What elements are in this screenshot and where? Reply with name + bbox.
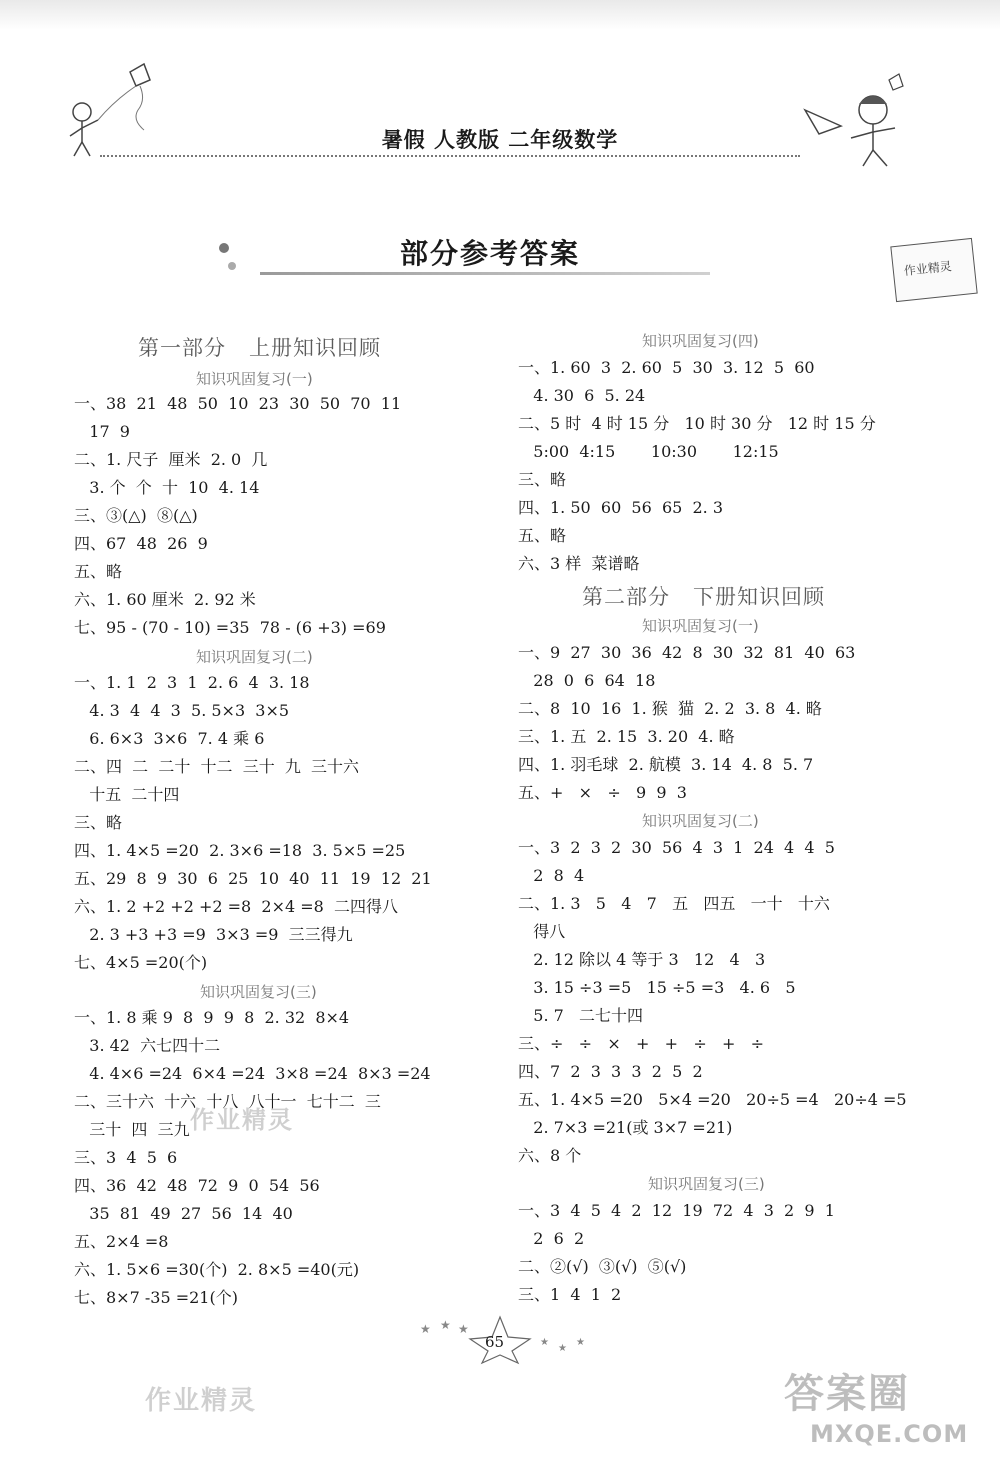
answer-line: 4. 30 6 5. 24 [518,386,646,405]
stamp-text: 作业精灵 [903,259,953,279]
svg-text:★: ★ [540,1337,549,1348]
answer-line: 2. 7×3 =21(或 3×7 =21) [518,1118,733,1137]
answer-line: 得八 [518,922,566,941]
subsection-title: 知识巩固复习(三) [200,983,317,1001]
answer-line: 2 8 4 [518,866,585,885]
answer-line: 二、1. 尺子 厘米 2. 0 几 [74,450,268,469]
watermark-faint: 作业精灵 [190,1106,294,1134]
answer-line: 五、29 8 9 30 6 25 10 40 11 19 12 21 [74,869,432,888]
banner-rule [260,272,710,275]
answer-line: 四、67 48 26 9 [74,534,208,553]
answer-line: 28 0 6 64 18 [518,671,656,690]
answer-line: 七、95 - (70 - 10) =35 78 - (6 +3) =69 [74,618,386,637]
section-title-part2: 第二部分 下册知识回顾 [582,585,826,609]
answer-line: 一、3 2 3 2 30 56 4 3 1 24 4 4 5 [518,838,835,857]
subsection-title: 知识巩固复习(三) [648,1175,765,1193]
answer-line: 5:00 4:15 10:30 12:15 [518,442,779,461]
answer-circle-logo [780,1360,990,1460]
subsection-title: 知识巩固复习(二) [196,648,313,666]
answer-line: 六、3 样 菜谱略 [518,554,640,573]
answer-line: 2 6 2 [518,1229,585,1248]
answer-line: 三、3 4 5 6 [74,1148,178,1167]
answer-line: 六、1. 60 厘米 2. 92 米 [74,590,256,609]
answer-line: 一、1. 60 3 2. 60 5 30 3. 12 5 60 [518,358,815,377]
svg-text:★: ★ [558,1343,567,1354]
answer-line: 二、三十六 十六 十八 八十一 七十二 三 [74,1092,381,1111]
page-number-decoration [400,1315,600,1365]
subsection-title: 知识巩固复习(一) [196,370,313,388]
answer-line: 35 81 49 27 56 14 40 [74,1204,293,1223]
answer-line: 四、1. 4×5 =20 2. 3×6 =18 3. 5×5 =25 [74,841,406,860]
subsection-title: 知识巩固复习(一) [642,617,759,635]
answer-line: 一、1. 8 乘 9 8 9 9 8 2. 32 8×4 [74,1008,350,1027]
answer-line: 3. 个 个 十 10 4. 14 [74,478,260,497]
logo-text: 答案圈 [784,1371,910,1417]
answer-line: 四、1. 羽毛球 2. 航模 3. 14 4. 8 5. 7 [518,755,814,774]
answers-title: 部分参考答案 [400,237,581,270]
answer-line: 2. 12 除以 4 等于 3 12 4 3 [518,950,766,969]
answer-line: 三、1 4 1 2 [518,1285,622,1304]
answer-line: 四、7 2 3 3 3 2 5 2 [518,1062,703,1081]
answer-line: 六、1. 5×6 =30(个) 2. 8×5 =40(元) [74,1260,360,1279]
answer-line: 二、②(√) ③(√) ⑤(√) [518,1257,687,1276]
answer-line: 三、略 [518,470,567,489]
answer-line: 六、8 个 [518,1146,582,1165]
svg-text:★: ★ [458,1322,469,1336]
section-title-part1: 第一部分 上册知识回顾 [138,336,382,360]
answer-line: 6. 6×3 3×6 7. 4 乘 6 [74,729,265,748]
answer-line: 二、8 10 16 1. 猴 猫 2. 2 3. 8 4. 略 [518,699,822,718]
answer-line: 一、1. 1 2 3 1 2. 6 4 3. 18 [74,673,310,692]
answer-line: 二、5 时 4 时 15 分 10 时 30 分 12 时 15 分 [518,414,876,433]
answers-banner [200,210,720,290]
kite-kid-illustration-icon [60,60,170,160]
answer-line: 一、9 27 30 36 42 8 30 32 81 40 63 [518,643,856,662]
crescent-moon-icon [212,220,292,280]
answer-line: 七、8×7 -35 =21(个) [74,1288,238,1307]
boy-airplane-illustration-icon [795,70,915,170]
answer-line: 五、1. 4×5 =20 5×4 =20 20÷5 =4 20÷4 =5 [518,1090,907,1109]
answer-line: 四、1. 50 60 56 65 2. 3 [518,498,724,517]
answer-line: 六、1. 2 +2 +2 +2 =8 2×4 =8 二四得八 [74,897,399,916]
svg-text:★: ★ [576,1337,585,1348]
answer-line: 三、③(△) ⑧(△) [74,506,198,525]
answer-line: 一、38 21 48 50 10 23 30 50 70 11 [74,394,402,413]
answer-line: 3. 15 ÷3 =5 15 ÷5 =3 4. 6 5 [518,978,796,997]
answer-line: 五、略 [518,526,567,545]
answer-line: 四、36 42 48 72 9 0 54 56 [74,1176,320,1195]
answer-line: 2. 3 +3 +3 =9 3×3 =9 三三得九 [74,925,353,944]
answer-line: 十五 二十四 [74,785,180,804]
answer-line: 五、略 [74,562,123,581]
answer-line: 五、+ × ÷ 9 9 3 [518,783,687,802]
answer-line: 三、略 [74,813,123,832]
header-divider [100,155,800,160]
answer-line: 17 9 [74,422,130,441]
svg-text:★: ★ [420,1322,431,1336]
header-title: 暑假 人教版 二年级数学 [381,128,619,152]
answer-line: 二、四 二 二十 十二 三十 九 三十六 [74,757,360,776]
answer-line: 三十 四 三九 [74,1120,190,1139]
watermark-faint: 作业精灵 [145,1386,258,1416]
answer-line: 二、1. 3 5 4 7 五 四五 一十 十六 [518,894,830,913]
answer-line: 一、3 4 5 4 2 12 19 72 4 3 2 9 1 [518,1201,835,1220]
answer-line: 3. 42 六七四十二 [74,1036,221,1055]
answer-line: 三、÷ ÷ × + + ÷ + ÷ [518,1034,765,1053]
subsection-title: 知识巩固复习(二) [642,812,759,830]
answer-line: 4. 4×6 =24 6×4 =24 3×8 =24 8×3 =24 [74,1064,431,1083]
answer-line: 三、1. 五 2. 15 3. 20 4. 略 [518,727,735,746]
stamp-logo [890,238,977,302]
page-number: 65 [485,1333,505,1351]
subsection-title: 知识巩固复习(四) [642,332,759,350]
answer-line: 4. 3 4 4 3 5. 5×3 3×5 [74,701,290,720]
svg-text:★: ★ [440,1318,451,1332]
page-header [0,0,1000,200]
answer-line: 五、2×4 =8 [74,1232,169,1251]
header-band [0,0,1000,30]
answer-line: 5. 7 二七十四 [518,1006,644,1025]
answer-line: 七、4×5 =20(个) [74,953,208,972]
logo-url: MXQE.COM [810,1420,969,1448]
